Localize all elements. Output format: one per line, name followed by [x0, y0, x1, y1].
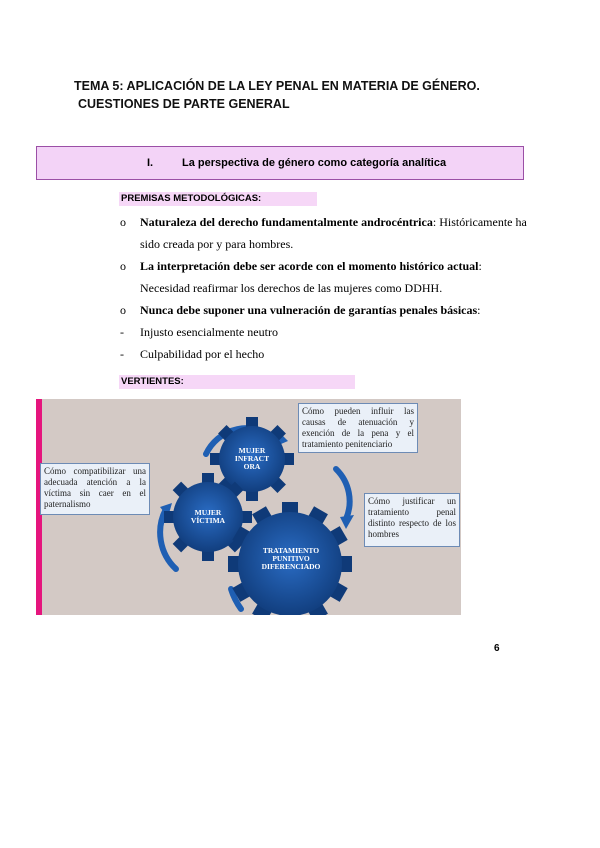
dash-item-culpabilidad: Culpabilidad por el hecho — [140, 347, 265, 361]
page-number: 6 — [494, 643, 500, 654]
bullet-marker: o — [120, 215, 126, 229]
document-title-line1: TEMA 5: APLICACIÓN DE LA LEY PENAL EN MATERIA DE GÉNERO. — [74, 79, 480, 93]
premisa-item-3 — [140, 303, 481, 318]
premisa-item-3-bold: Nunca debe suponer una vulneración de garantías penales básicas — [140, 303, 478, 317]
dash-marker: - — [120, 325, 124, 339]
vertientes-label: VERTIENTES: — [119, 375, 355, 389]
bullet-marker: o — [120, 303, 126, 317]
gear-label-mujer-infractora: MUJER INFRACT ORA — [234, 446, 270, 471]
section-number: I. — [147, 157, 154, 169]
section-heading: La perspectiva de género como categoría analítica — [182, 157, 447, 169]
premisa-item-3-rest: : — [477, 303, 481, 317]
premisa-item-1-bold: Naturaleza del derecho fundamentalmente androcéntrica — [140, 215, 433, 229]
callout-right: Cómo justificar un tratamiento penal distinto respecto de los hombres — [364, 493, 460, 547]
dash-marker: - — [120, 347, 124, 361]
dash-item-injusto: Injusto esencialmente neutro — [140, 325, 278, 339]
premisa-item-1-rest: : Históricamente ha — [432, 215, 527, 229]
document-title-line2: CUESTIONES DE PARTE GENERAL — [78, 97, 290, 111]
premisas-label: PREMISAS METODOLÓGICAS: — [119, 192, 317, 206]
premisa-item-2 — [140, 259, 482, 274]
premisa-item-2-cont: Necesidad reafirmar los derechos de las mujeres como DDHH. — [140, 281, 443, 295]
gear-label-mujer-victima: MUJER VÍCTIMA — [190, 508, 226, 525]
premisa-item-1-cont: sido creada por y para hombres. — [140, 237, 294, 251]
premisa-item-2-bold: La interpretación debe ser acorde con el momento histórico actual — [140, 259, 479, 273]
section-heading-box — [36, 146, 524, 180]
callout-left: Cómo compatibilizar una adecuada atención a la víctima sin caer en el paternalismo — [40, 463, 150, 515]
vertientes-diagram — [36, 399, 461, 615]
gear-label-tratamiento: TRATAMIENTO PUNITIVO DIFERENCIADO — [261, 546, 321, 571]
callout-top-right: Cómo pueden influir las causas de atenuación y exención de la pena y el tratamiento penitenciario — [298, 403, 418, 453]
premisa-item-1 — [140, 215, 527, 230]
premisa-item-2-rest: : — [478, 259, 482, 273]
bullet-marker: o — [120, 259, 126, 273]
